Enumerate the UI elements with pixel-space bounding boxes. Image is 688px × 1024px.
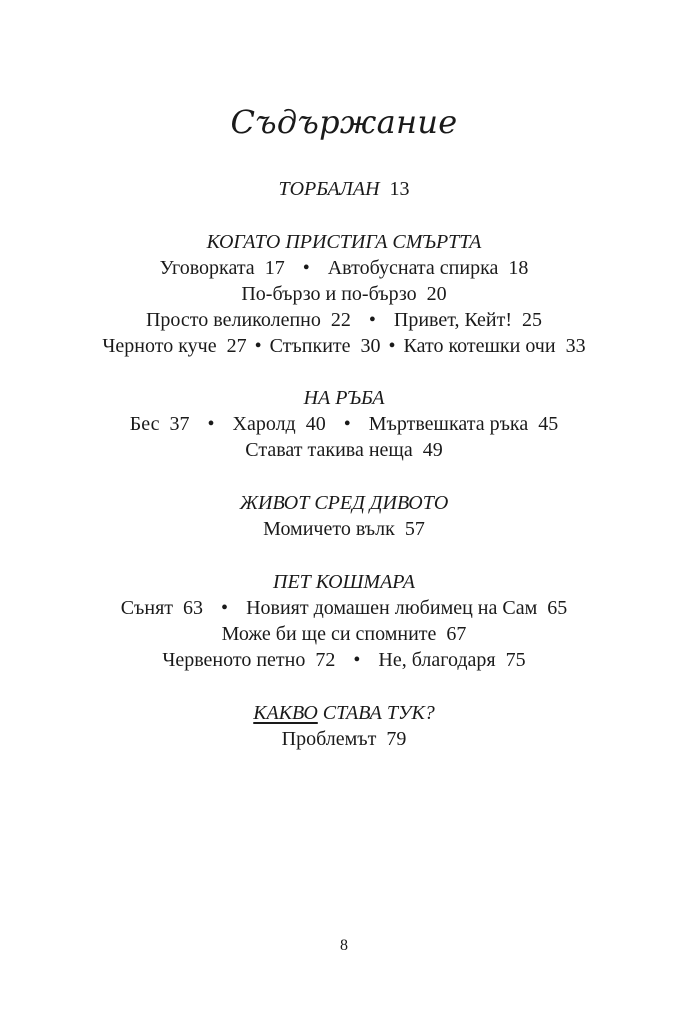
page-title: Съдържание <box>230 103 458 141</box>
toc-entry: По-бързо и по-бързо 20 <box>241 283 447 305</box>
toc-entry: Може би ще си спомните 67 <box>221 623 467 645</box>
section-title-kakvo: КАКВО СТАВА ТУК? <box>253 702 435 724</box>
toc-entry: Червеното петно 72 <box>162 649 336 671</box>
toc-line <box>0 307 688 333</box>
toc-line <box>0 437 688 463</box>
toc-entry: Като котешки очи 33 <box>403 335 586 357</box>
toc-entry: Автобусната спирка 18 <box>327 257 529 279</box>
bullet-separator: • <box>221 597 229 619</box>
toc-entry: Мъртвешката ръка 45 <box>368 413 559 435</box>
toc-entry: Проблемът 79 <box>281 728 407 750</box>
toc-line <box>0 281 688 307</box>
section-title-na-raba: НА РЪБА <box>303 387 385 409</box>
toc-entry: Уговорката 17 <box>159 257 285 279</box>
toc-line <box>0 516 688 542</box>
bullet-separator: • <box>388 335 396 357</box>
toc-entry: Харолд 40 <box>232 413 326 435</box>
section-page-number: 13 <box>389 178 410 200</box>
bullet-separator: • <box>343 413 351 435</box>
toc-line <box>0 333 688 359</box>
section-title-pet-koshmara: ПЕТ КОШМАРА <box>273 571 415 593</box>
toc-entry: Сънят 63 <box>120 597 204 619</box>
toc-line <box>0 595 688 621</box>
toc-line <box>0 255 688 281</box>
section-title-zhivot: ЖИВОТ СРЕД ДИВОТО <box>239 492 449 514</box>
page-number: 8 <box>340 937 348 954</box>
bullet-separator: • <box>302 257 310 279</box>
toc-entry: Черното куче 27 <box>102 335 247 357</box>
toc-line <box>0 726 688 752</box>
toc-line <box>0 621 688 647</box>
toc-line <box>0 411 688 437</box>
toc-entry: Просто великолепно 22 <box>145 309 351 331</box>
toc-entry: Стъпките 30 <box>269 335 381 357</box>
toc-entry: Бес 37 <box>129 413 190 435</box>
toc-entry: Момичето вълк 57 <box>263 518 425 540</box>
toc-entry: Не, благодаря 75 <box>378 649 526 671</box>
bullet-separator: • <box>254 335 262 357</box>
toc-entry: Привет, Кейт! 25 <box>393 309 543 331</box>
section-title-kogato: КОГАТО ПРИСТИГА СМЪРТТА <box>206 231 482 253</box>
bullet-separator: • <box>353 649 361 671</box>
toc-entry: Стават такива неща 49 <box>245 439 443 461</box>
section-title-torbalan: ТОРБАЛАН 13 <box>278 178 410 200</box>
toc-line <box>0 647 688 673</box>
toc-entry: Новият домашен любимец на Сам 65 <box>246 597 568 619</box>
bullet-separator: • <box>368 309 376 331</box>
bullet-separator: • <box>207 413 215 435</box>
